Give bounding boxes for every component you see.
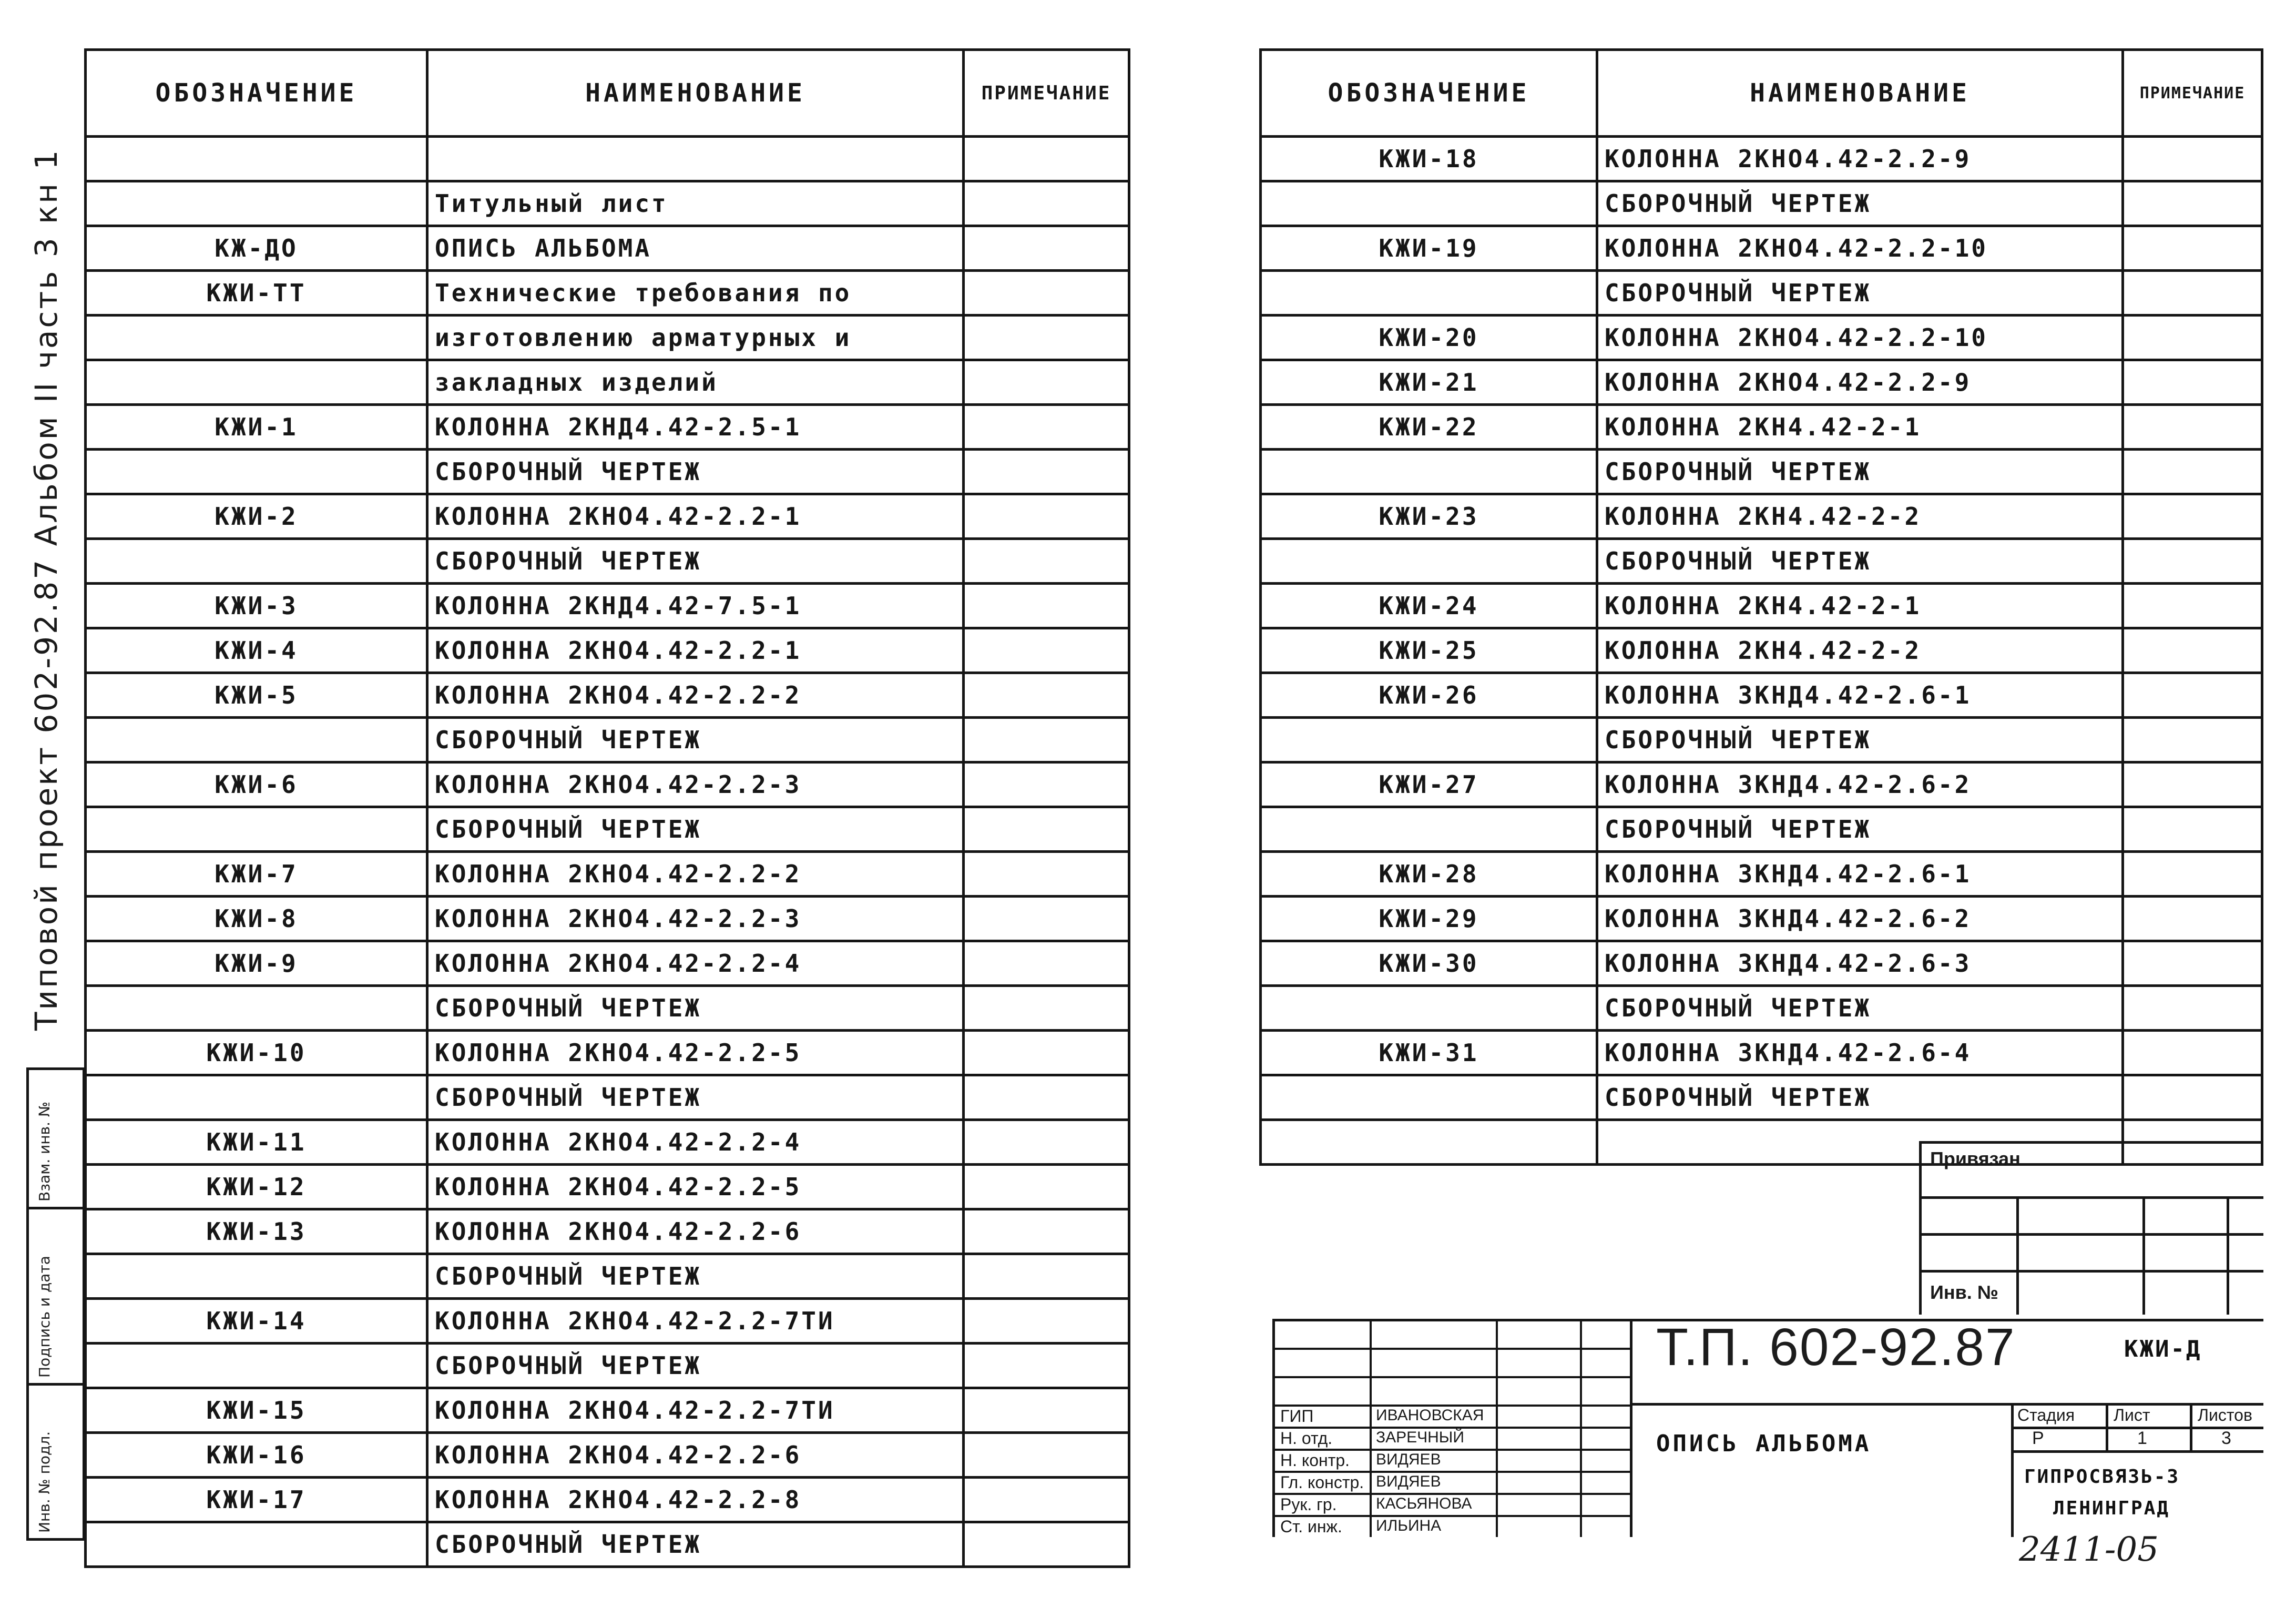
table-row — [86, 271, 1129, 316]
side-caption: Типовой проект 602-92.87 Альбом II часть 3 кн 1 — [28, 148, 64, 1031]
designation-cell — [86, 718, 427, 762]
margin-cell-signature — [29, 1209, 83, 1386]
name-cell: КОЛОННА 2КНО4.42-2.2-1 — [427, 494, 964, 539]
note-cell — [2123, 405, 2262, 450]
designation-cell — [86, 450, 427, 494]
table-row — [86, 181, 1129, 226]
person-name: КАСЬЯНОВА — [1376, 1495, 1472, 1512]
name-cell: КОЛОННА 2КНО4.42-2.2-7ТИ — [427, 1299, 964, 1344]
table-row — [86, 1120, 1129, 1165]
table-row — [86, 1522, 1129, 1567]
table-row — [1261, 405, 2262, 450]
designation-cell: КЖИ-10 — [86, 1031, 427, 1075]
designation-cell: КЖИ-26 — [1261, 673, 1597, 718]
header-name: НАИМЕНОВАНИЕ — [427, 50, 964, 137]
name-cell: КОЛОННА 2КНО4.42-2.2-4 — [427, 941, 964, 986]
name-cell: КОЛОННА 2КНД4.42-2.5-1 — [427, 405, 964, 450]
name-cell: КОЛОННА 3КНД4.42-2.6-1 — [1597, 852, 2123, 897]
name-cell: КОЛОННА 2КНО4.42-2.2-6 — [427, 1433, 964, 1478]
designation-cell: КЖИ-14 — [86, 1299, 427, 1344]
table-row — [1261, 539, 2262, 584]
sheets-label: Листов — [2198, 1406, 2252, 1424]
name-cell: СБОРОЧНЫЙ ЧЕРТЕЖ — [1597, 271, 2123, 316]
table-row — [86, 584, 1129, 628]
designation-cell — [86, 137, 427, 181]
name-cell: КОЛОННА 2КН4.42-2-1 — [1597, 405, 2123, 450]
table-row — [86, 1031, 1129, 1075]
note-cell — [2123, 584, 2262, 628]
designation-cell — [86, 360, 427, 405]
note-cell — [2123, 1031, 2262, 1075]
person-name: ИВАНОВСКАЯ — [1376, 1407, 1484, 1424]
table-header-row — [86, 50, 1129, 137]
note-cell — [2123, 1075, 2262, 1120]
name-cell: СБОРОЧНЫЙ ЧЕРТЕЖ — [1597, 450, 2123, 494]
margin-stamp-strip — [26, 1067, 85, 1541]
margin-cell-inventory — [29, 1386, 83, 1538]
name-cell: КОЛОННА 2КНО4.42-2.2-3 — [427, 897, 964, 941]
designation-cell — [1261, 718, 1597, 762]
table-row — [86, 941, 1129, 986]
designation-cell — [1261, 271, 1597, 316]
table-row — [1261, 941, 2262, 986]
note-cell — [2123, 494, 2262, 539]
table-row — [1261, 718, 2262, 762]
note-cell — [964, 762, 1129, 807]
header-designation: ОБОЗНАЧЕНИЕ — [86, 50, 427, 137]
person-name: ЗАРЕЧНЫЙ — [1376, 1429, 1464, 1446]
note-cell — [2123, 360, 2262, 405]
organization-line2: ЛЕНИНГРАД — [2053, 1498, 2170, 1519]
note-cell — [964, 1344, 1129, 1388]
designation-cell — [86, 1522, 427, 1567]
note-cell — [964, 852, 1129, 897]
table-row — [86, 405, 1129, 450]
designation-cell — [1261, 450, 1597, 494]
register-table-right — [1259, 48, 2263, 1166]
register-table-left — [84, 48, 1130, 1568]
sheet-code: КЖИ-Д — [2124, 1336, 2202, 1362]
note-cell — [2123, 226, 2262, 271]
header-note: ПРИМЕЧАНИЕ — [2123, 50, 2262, 137]
name-cell: КОЛОННА 2КНО4.42-2.2-9 — [1597, 137, 2123, 181]
note-cell — [2123, 181, 2262, 226]
designation-cell: КЖИ-ТТ — [86, 271, 427, 316]
name-cell: КОЛОННА 2КНО4.42-2.2-6 — [427, 1209, 964, 1254]
name-cell: ОПИСЬ АЛЬБОМА — [427, 226, 964, 271]
table-row — [86, 1478, 1129, 1522]
table-row — [86, 1165, 1129, 1209]
note-cell — [964, 405, 1129, 450]
binding-inv: Инв. № — [1930, 1281, 1998, 1303]
designation-cell: КЖИ-23 — [1261, 494, 1597, 539]
table-row — [86, 897, 1129, 941]
designation-cell — [1261, 1120, 1597, 1165]
table-row — [86, 762, 1129, 807]
table-row — [1261, 137, 2262, 181]
table-row — [86, 539, 1129, 584]
table-row — [86, 852, 1129, 897]
name-cell: КОЛОННА 2КН4.42-2-1 — [1597, 584, 2123, 628]
name-cell: Технические требования по — [427, 271, 964, 316]
note-cell — [964, 360, 1129, 405]
note-cell — [964, 584, 1129, 628]
note-cell — [2123, 137, 2262, 181]
designation-cell: КЖИ-11 — [86, 1120, 427, 1165]
table-row — [1261, 360, 2262, 405]
note-cell — [2123, 718, 2262, 762]
stage-value: Р — [2032, 1428, 2044, 1448]
designation-cell: КЖИ-1 — [86, 405, 427, 450]
table-row — [1261, 673, 2262, 718]
name-cell: СБОРОЧНЫЙ ЧЕРТЕЖ — [1597, 718, 2123, 762]
designation-cell — [86, 316, 427, 360]
margin-label-signature: Подпись и дата — [36, 1256, 53, 1378]
table-row — [86, 718, 1129, 762]
note-cell — [964, 1522, 1129, 1567]
table-row — [1261, 762, 2262, 807]
header-name: НАИМЕНОВАНИЕ — [1597, 50, 2123, 137]
document-title: ОПИСЬ АЛЬБОМА — [1656, 1430, 1872, 1457]
name-cell: КОЛОННА 2КНО4.42-2.2-9 — [1597, 360, 2123, 405]
sheets-value: 3 — [2221, 1428, 2231, 1448]
designation-cell: КЖ-ДО — [86, 226, 427, 271]
name-cell: КОЛОННА 2КНД4.42-7.5-1 — [427, 584, 964, 628]
note-cell — [2123, 316, 2262, 360]
designation-cell: КЖИ-22 — [1261, 405, 1597, 450]
designation-cell: КЖИ-25 — [1261, 628, 1597, 673]
name-cell: КОЛОННА 2КН4.42-2-2 — [1597, 628, 2123, 673]
designation-cell — [86, 539, 427, 584]
table-row — [1261, 1075, 2262, 1120]
designation-cell — [1261, 986, 1597, 1031]
name-cell: КОЛОННА 2КНО4.42-2.2-4 — [427, 1120, 964, 1165]
table-row — [86, 1209, 1129, 1254]
organization-line1: ГИПРОСВЯЗЬ-3 — [2024, 1466, 2180, 1488]
table-row — [86, 986, 1129, 1031]
note-cell — [964, 897, 1129, 941]
designation-cell: КЖИ-4 — [86, 628, 427, 673]
table-row — [1261, 986, 2262, 1031]
designation-cell: КЖИ-31 — [1261, 1031, 1597, 1075]
name-cell: КОЛОННА 2КНО4.42-2.2-7ТИ — [427, 1388, 964, 1433]
note-cell — [964, 628, 1129, 673]
name-cell: КОЛОННА 2КНО4.42-2.2-10 — [1597, 226, 2123, 271]
document-code: Т.П. 602-92.87 — [1656, 1318, 2016, 1377]
designation-cell: КЖИ-16 — [86, 1433, 427, 1478]
designation-cell — [1261, 1075, 1597, 1120]
sheet-value: 1 — [2137, 1428, 2147, 1448]
note-cell — [964, 941, 1129, 986]
name-cell: КОЛОННА 3КНД4.42-2.6-3 — [1597, 941, 2123, 986]
designation-cell — [1261, 807, 1597, 852]
name-cell: СБОРОЧНЫЙ ЧЕРТЕЖ — [427, 718, 964, 762]
table-row — [1261, 271, 2262, 316]
table-row — [86, 360, 1129, 405]
register-body-left — [86, 137, 1129, 1567]
designation-cell — [1261, 539, 1597, 584]
name-cell: СБОРОЧНЫЙ ЧЕРТЕЖ — [1597, 539, 2123, 584]
register-body-right — [1261, 137, 2262, 1165]
note-cell — [964, 718, 1129, 762]
table-row — [86, 316, 1129, 360]
header-note: ПРИМЕЧАНИЕ — [964, 50, 1129, 137]
sheet-label: Лист — [2114, 1406, 2150, 1424]
note-cell — [964, 226, 1129, 271]
name-cell: КОЛОННА 2КНО4.42-2.2-5 — [427, 1031, 964, 1075]
note-cell — [964, 807, 1129, 852]
name-cell: КОЛОННА 2КНО4.42-2.2-8 — [427, 1478, 964, 1522]
person-name: ИЛЬИНА — [1376, 1517, 1442, 1534]
designation-cell: КЖИ-13 — [86, 1209, 427, 1254]
note-cell — [964, 1433, 1129, 1478]
designation-cell: КЖИ-17 — [86, 1478, 427, 1522]
designation-cell — [86, 181, 427, 226]
note-cell — [964, 1299, 1129, 1344]
note-cell — [964, 673, 1129, 718]
designation-cell: КЖИ-9 — [86, 941, 427, 986]
name-cell: КОЛОННА 3КНД4.42-2.6-2 — [1597, 897, 2123, 941]
designation-cell — [86, 986, 427, 1031]
note-cell — [2123, 539, 2262, 584]
table-row — [86, 628, 1129, 673]
note-cell — [964, 1031, 1129, 1075]
margin-label-replacement: Взам. инв. № — [36, 1101, 53, 1202]
name-cell: КОЛОННА 2КНО4.42-2.2-2 — [427, 852, 964, 897]
role-label: Ст. инж. — [1280, 1517, 1342, 1536]
name-cell: СБОРОЧНЫЙ ЧЕРТЕЖ — [1597, 807, 2123, 852]
designation-cell — [86, 1344, 427, 1388]
role-label: Н. отд. — [1280, 1429, 1333, 1448]
name-cell: КОЛОННА 3КНД4.42-2.6-4 — [1597, 1031, 2123, 1075]
designation-cell: КЖИ-7 — [86, 852, 427, 897]
name-cell: КОЛОННА 3КНД4.42-2.6-2 — [1597, 762, 2123, 807]
note-cell — [964, 1254, 1129, 1299]
binding-block — [1919, 1141, 2263, 1315]
note-cell — [964, 1165, 1129, 1209]
name-cell: КОЛОННА 2КНО4.42-2.2-5 — [427, 1165, 964, 1209]
title-block-signatures — [1272, 1319, 1632, 1537]
designation-cell — [86, 1254, 427, 1299]
designation-cell: КЖИ-24 — [1261, 584, 1597, 628]
name-cell: КОЛОННА 2КН4.42-2-2 — [1597, 494, 2123, 539]
note-cell — [964, 1388, 1129, 1433]
name-cell: СБОРОЧНЫЙ ЧЕРТЕЖ — [427, 539, 964, 584]
table-row — [1261, 807, 2262, 852]
note-cell — [2123, 271, 2262, 316]
designation-cell: КЖИ-6 — [86, 762, 427, 807]
table-row — [1261, 450, 2262, 494]
designation-cell: КЖИ-18 — [1261, 137, 1597, 181]
table-row — [1261, 628, 2262, 673]
table-row — [86, 494, 1129, 539]
table-row — [1261, 584, 2262, 628]
note-cell — [2123, 986, 2262, 1031]
designation-cell: КЖИ-3 — [86, 584, 427, 628]
name-cell: КОЛОННА 2КНО4.42-2.2-3 — [427, 762, 964, 807]
note-cell — [964, 316, 1129, 360]
name-cell: КОЛОННА 2КНО4.42-2.2-2 — [427, 673, 964, 718]
note-cell — [2123, 628, 2262, 673]
note-cell — [964, 181, 1129, 226]
designation-cell: КЖИ-8 — [86, 897, 427, 941]
table-row — [1261, 316, 2262, 360]
name-cell: Титульный лист — [427, 181, 964, 226]
table-row — [86, 450, 1129, 494]
designation-cell: КЖИ-19 — [1261, 226, 1597, 271]
name-cell: изготовлению арматурных и — [427, 316, 964, 360]
name-cell: КОЛОННА 2КНО4.42-2.2-1 — [427, 628, 964, 673]
table-row — [86, 1433, 1129, 1478]
designation-cell — [86, 1075, 427, 1120]
margin-label-inventory: Инв. № подл. — [36, 1431, 53, 1533]
name-cell: СБОРОЧНЫЙ ЧЕРТЕЖ — [427, 807, 964, 852]
role-label: ГИП — [1280, 1407, 1314, 1426]
table-row — [86, 1075, 1129, 1120]
designation-cell: КЖИ-2 — [86, 494, 427, 539]
name-cell: СБОРОЧНЫЙ ЧЕРТЕЖ — [427, 1344, 964, 1388]
designation-cell: КЖИ-28 — [1261, 852, 1597, 897]
table-row — [1261, 494, 2262, 539]
designation-cell: КЖИ-27 — [1261, 762, 1597, 807]
designation-cell: КЖИ-21 — [1261, 360, 1597, 405]
header-designation: ОБОЗНАЧЕНИЕ — [1261, 50, 1597, 137]
note-cell — [964, 539, 1129, 584]
table-row — [1261, 897, 2262, 941]
name-cell — [427, 137, 964, 181]
table-row — [1261, 852, 2262, 897]
designation-cell: КЖИ-29 — [1261, 897, 1597, 941]
name-cell: КОЛОННА 3КНД4.42-2.6-1 — [1597, 673, 2123, 718]
note-cell — [2123, 673, 2262, 718]
designation-cell: КЖИ-15 — [86, 1388, 427, 1433]
table-row — [86, 1388, 1129, 1433]
person-name: ВИДЯЕВ — [1376, 1473, 1441, 1490]
note-cell — [964, 137, 1129, 181]
table-row — [1261, 1031, 2262, 1075]
designation-cell: КЖИ-30 — [1261, 941, 1597, 986]
note-cell — [964, 271, 1129, 316]
name-cell: СБОРОЧНЫЙ ЧЕРТЕЖ — [1597, 1075, 2123, 1120]
table-row — [86, 226, 1129, 271]
table-row — [1261, 181, 2262, 226]
note-cell — [964, 450, 1129, 494]
table-row — [86, 1254, 1129, 1299]
designation-cell — [86, 807, 427, 852]
note-cell — [964, 1075, 1129, 1120]
table-header-row — [1261, 50, 2262, 137]
binding-title: Привязан — [1930, 1148, 2021, 1169]
note-cell — [2123, 450, 2262, 494]
note-cell — [964, 494, 1129, 539]
handwritten-number: 2411-05 — [2019, 1530, 2159, 1569]
name-cell: СБОРОЧНЫЙ ЧЕРТЕЖ — [1597, 181, 2123, 226]
name-cell: СБОРОЧНЫЙ ЧЕРТЕЖ — [427, 450, 964, 494]
name-cell: СБОРОЧНЫЙ ЧЕРТЕЖ — [427, 986, 964, 1031]
role-label: Рук. гр. — [1280, 1495, 1337, 1514]
stage-label: Стадия — [2017, 1406, 2075, 1424]
table-row — [86, 673, 1129, 718]
table-row — [86, 807, 1129, 852]
note-cell — [964, 986, 1129, 1031]
table-row — [86, 1299, 1129, 1344]
name-cell: СБОРОЧНЫЙ ЧЕРТЕЖ — [427, 1522, 964, 1567]
note-cell — [2123, 897, 2262, 941]
note-cell — [964, 1478, 1129, 1522]
table-row — [86, 137, 1129, 181]
table-row — [86, 1344, 1129, 1388]
note-cell — [2123, 941, 2262, 986]
name-cell: закладных изделий — [427, 360, 964, 405]
note-cell — [2123, 762, 2262, 807]
person-name: ВИДЯЕВ — [1376, 1451, 1441, 1468]
note-cell — [964, 1209, 1129, 1254]
note-cell — [964, 1120, 1129, 1165]
margin-cell-replacement — [29, 1070, 83, 1209]
note-cell — [2123, 807, 2262, 852]
name-cell: СБОРОЧНЫЙ ЧЕРТЕЖ — [427, 1075, 964, 1120]
role-label: Н. контр. — [1280, 1451, 1350, 1470]
role-label: Гл. констр. — [1280, 1473, 1364, 1492]
designation-cell: КЖИ-5 — [86, 673, 427, 718]
designation-cell: КЖИ-12 — [86, 1165, 427, 1209]
name-cell: СБОРОЧНЫЙ ЧЕРТЕЖ — [1597, 986, 2123, 1031]
name-cell: КОЛОННА 2КНО4.42-2.2-10 — [1597, 316, 2123, 360]
designation-cell: КЖИ-20 — [1261, 316, 1597, 360]
note-cell — [2123, 852, 2262, 897]
designation-cell — [1261, 181, 1597, 226]
name-cell: СБОРОЧНЫЙ ЧЕРТЕЖ — [427, 1254, 964, 1299]
table-row — [1261, 226, 2262, 271]
